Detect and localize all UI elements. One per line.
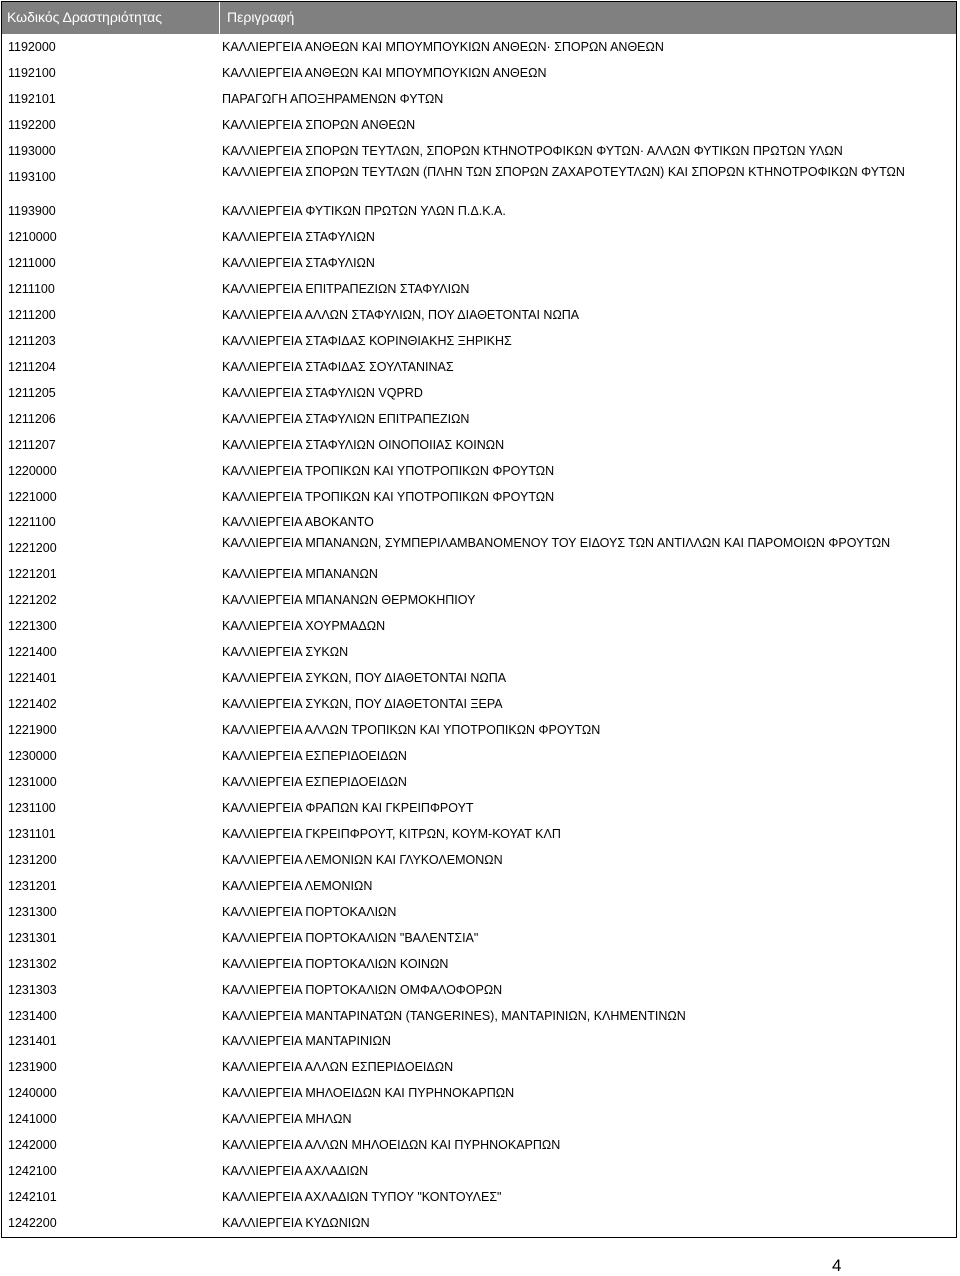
activity-code: 1242101 [8,1190,57,1205]
table-header [2,2,956,34]
activity-description: ΚΑΛΛΙΕΡΓΕΙΑ ΑΛΛΩΝ ΜΗΛΟΕΙΔΩΝ ΚΑΙ ΠΥΡΗΝΟΚΑΡΠΩΝ [222,1138,561,1153]
activity-description: ΚΑΛΛΙΕΡΓΕΙΑ ΣΤΑΦΙΔΑΣ ΚΟΡΙΝΘΙΑΚΗΣ ΞΗΡΙΚΗΣ [222,333,512,348]
activity-code: 1192200 [8,118,56,132]
activity-description: ΚΑΛΛΙΕΡΓΕΙΑ ΑΛΛΩΝ ΣΤΑΦΥΛΙΩΝ, ΠΟΥ ΔΙΑΘΕΤΟΝΤΑΙ ΝΩΠΑ [222,307,580,322]
activity-description: ΚΑΛΛΙΕΡΓΕΙΑ ΑΒΟΚΑΝΤΟ [222,515,374,530]
activity-description: ΚΑΛΛΙΕΡΓΕΙΑ ΜΑΝΤΑΡΙΝΙΩΝ [222,1034,391,1049]
activity-description: ΚΑΛΛΙΕΡΓΕΙΑ ΓΚΡΕΙΠΦΡΟΥΤ, ΚΙΤΡΩΝ, ΚΟΥΜ-ΚΟΥΑΤ ΚΛΠ [222,826,561,841]
activity-description: ΚΑΛΛΙΕΡΓΕΙΑ ΣΥΚΩΝ [222,645,349,660]
activity-description: ΚΑΛΛΙΕΡΓΕΙΑ ΣΤΑΦΥΛΙΩΝ ΟΙΝΟΠΟΙΙΑΣ ΚΟΙΝΩΝ [222,437,505,452]
activity-description: ΚΑΛΛΙΕΡΓΕΙΑ ΦΡΑΠΩΝ ΚΑΙ ΓΚΡΕΙΠΦΡΟΥΤ [222,800,474,815]
activity-description: ΚΑΛΛΙΕΡΓΕΙΑ ΚΥΔΩΝΙΩΝ [222,1216,370,1231]
activity-code: 1193900 [8,204,56,218]
activity-code: 1241000 [8,1112,57,1127]
activity-description: ΠΑΡΑΓΩΓΗ ΑΠΟΞΗΡΑΜΕΝΩΝ ΦΥΤΩΝ [222,92,444,106]
activity-description: ΚΑΛΛΙΕΡΓΕΙΑ ΣΠΟΡΩΝ ΤΕΥΤΛΩΝ, ΣΠΟΡΩΝ ΚΤΗΝΟΤΡΟΦΙΚΩΝ ΦΥΤΩΝ· ΑΛΛΩΝ ΦΥΤΙΚΩΝ ΠΡΩΤΩΝ ΥΛΩΝ [222,144,843,158]
activity-code: 1192100 [8,66,56,80]
activity-code: 1221201 [8,567,57,582]
activity-description: ΚΑΛΛΙΕΡΓΕΙΑ ΑΛΛΩΝ ΤΡΟΠΙΚΩΝ ΚΑΙ ΥΠΟΤΡΟΠΙΚΩΝ ΦΡΟΥΤΩΝ [222,723,601,738]
activity-description: ΚΑΛΛΙΕΡΓΕΙΑ ΣΤΑΦΥΛΙΩΝ [222,255,375,270]
activity-description: ΚΑΛΛΙΕΡΓΕΙΑ ΜΠΑΝΑΝΩΝ [222,567,378,582]
activity-code: 1231303 [8,982,57,997]
activity-description: ΚΑΛΛΙΕΡΓΕΙΑ ΠΟΡΤΟΚΑΛΙΩΝ ΟΜΦΑΛΟΦΟΡΩΝ [222,982,503,997]
activity-code: 1231301 [8,930,57,945]
activity-code: 1221900 [8,723,57,738]
activity-code: 1211207 [8,437,56,452]
activity-code: 1211100 [8,281,55,296]
activity-code: 1231400 [8,1008,57,1023]
header-separator [219,2,220,34]
activity-description: ΚΑΛΛΙΕΡΓΕΙΑ ΜΗΛΟΕΙΔΩΝ ΚΑΙ ΠΥΡΗΝΟΚΑΡΠΩΝ [222,1086,515,1101]
activity-code: 1221200 [8,541,57,556]
activity-description: ΚΑΛΛΙΕΡΓΕΙΑ ΤΡΟΠΙΚΩΝ ΚΑΙ ΥΠΟΤΡΟΠΙΚΩΝ ΦΡΟΥΤΩΝ [222,489,555,504]
activity-code: 1221401 [8,671,57,686]
activity-code: 1242000 [8,1138,57,1153]
activity-description: ΚΑΛΛΙΕΡΓΕΙΑ ΣΤΑΦΥΛΙΩΝ [222,230,375,244]
activity-description: ΚΑΛΛΙΕΡΓΕΙΑ ΕΣΠΕΡΙΔΟΕΙΔΩΝ [222,774,407,789]
activity-description: ΚΑΛΛΙΕΡΓΕΙΑ ΣΥΚΩΝ, ΠΟΥ ΔΙΑΘΕΤΟΝΤΑΙ ΞΕΡΑ [222,697,503,712]
activity-description: ΚΑΛΛΙΕΡΓΕΙΑ ΑΝΘΕΩΝ ΚΑΙ ΜΠΟΥΜΠΟΥΚΙΩΝ ΑΝΘΕΩΝ· ΣΠΟΡΩΝ ΑΝΘΕΩΝ [222,40,664,54]
activity-code: 1211204 [8,359,56,374]
activity-code: 1211203 [8,333,56,348]
activity-code: 1240000 [8,1086,57,1101]
activity-code: 1231302 [8,956,57,971]
activity-code: 1220000 [8,463,57,478]
activity-description: ΚΑΛΛΙΕΡΓΕΙΑ ΠΟΡΤΟΚΑΛΙΩΝ "ΒΑΛΕΝΤΣΙΑ" [222,930,479,945]
page-number: 4 [832,1256,842,1275]
header-code-label: Κωδικός Δραστηριότητας [7,9,162,25]
activity-description: ΚΑΛΛΙΕΡΓΕΙΑ ΜΑΝΤΑΡΙΝΑΤΩΝ (TANGERINES), ΜΑΝΤΑΡΙΝΙΩΝ, ΚΛΗΜΕΝΤΙΝΩΝ [222,1008,686,1023]
activity-description: ΚΑΛΛΙΕΡΓΕΙΑ ΕΠΙΤΡΑΠΕΖΙΩΝ ΣΤΑΦΥΛΙΩΝ [222,281,470,296]
activity-description: ΚΑΛΛΙΕΡΓΕΙΑ ΛΕΜΟΝΙΩΝ [222,878,373,893]
activity-code: 1221202 [8,593,57,608]
activity-code: 1211205 [8,385,56,400]
activity-description: ΚΑΛΛΙΕΡΓΕΙΑ ΕΣΠΕΡΙΔΟΕΙΔΩΝ [222,749,407,763]
activity-description: ΚΑΛΛΙΕΡΓΕΙΑ ΜΗΛΩΝ [222,1112,352,1127]
activity-code: 1193000 [8,144,56,158]
activity-code-table [1,1,957,1238]
activity-code: 1230000 [8,749,57,763]
activity-description: ΚΑΛΛΙΕΡΓΕΙΑ ΣΠΟΡΩΝ ΤΕΥΤΛΩΝ (ΠΛΗΝ ΤΩΝ ΣΠΟΡΩΝ ΖΑΧΑΡΟΤΕΥΤΛΩΝ) ΚΑΙ ΣΠΟΡΩΝ ΚΤΗΝΟΤΡΟΦΙΚΩΝ ΦΥΤΩΝ [222,165,905,179]
activity-description: ΚΑΛΛΙΕΡΓΕΙΑ ΣΥΚΩΝ, ΠΟΥ ΔΙΑΘΕΤΟΝΤΑΙ ΝΩΠΑ [222,671,507,686]
activity-code: 1231200 [8,852,57,867]
activity-code: 1211200 [8,307,56,322]
activity-code: 1211000 [8,255,56,270]
activity-code: 1231201 [8,878,57,893]
activity-code: 1231900 [8,1060,57,1075]
activity-code: 1242100 [8,1164,57,1179]
activity-code: 1231000 [8,774,57,789]
activity-code: 1192000 [8,40,56,54]
activity-code: 1231100 [8,800,56,815]
activity-code: 1221100 [8,515,56,530]
activity-code: 1193100 [8,170,56,184]
activity-description: ΚΑΛΛΙΕΡΓΕΙΑ ΜΠΑΝΑΝΩΝ, ΣΥΜΠΕΡΙΛΑΜΒΑΝΟΜΕΝΟΥ ΤΟΥ ΕΙΔΟΥΣ ΤΩΝ ΑΝΤΙΛΛΩΝ ΚΑΙ ΠΑΡΟΜΟΙΩΝ ΦΡΟΥΤΩΝ [222,536,891,551]
activity-description: ΚΑΛΛΙΕΡΓΕΙΑ ΧΟΥΡΜΑΔΩΝ [222,619,386,634]
activity-code: 1231300 [8,904,57,919]
activity-code: 1242200 [8,1216,57,1231]
activity-code: 1221402 [8,697,57,712]
activity-code: 1221000 [8,489,57,504]
activity-code: 1211206 [8,411,56,426]
header-description-label: Περιγραφή [227,9,295,25]
activity-description: ΚΑΛΛΙΕΡΓΕΙΑ ΣΤΑΦΥΛΙΩΝ VQPRD [222,385,423,400]
activity-description: ΚΑΛΛΙΕΡΓΕΙΑ ΑΧΛΑΔΙΩΝ ΤΥΠΟΥ "ΚΟΝΤΟΥΛΕΣ" [222,1190,502,1205]
activity-code: 1210000 [8,230,57,244]
activity-code: 1221300 [8,619,57,634]
activity-description: ΚΑΛΛΙΕΡΓΕΙΑ ΠΟΡΤΟΚΑΛΙΩΝ [222,904,397,919]
activity-description: ΚΑΛΛΙΕΡΓΕΙΑ ΑΝΘΕΩΝ ΚΑΙ ΜΠΟΥΜΠΟΥΚΙΩΝ ΑΝΘΕΩΝ [222,66,547,80]
activity-code: 1192101 [8,92,56,106]
activity-code: 1221400 [8,645,57,660]
activity-description: ΚΑΛΛΙΕΡΓΕΙΑ ΜΠΑΝΑΝΩΝ ΘΕΡΜΟΚΗΠΙΟΥ [222,593,476,608]
activity-description: ΚΑΛΛΙΕΡΓΕΙΑ ΣΤΑΦΥΛΙΩΝ ΕΠΙΤΡΑΠΕΖΙΩΝ [222,411,470,426]
activity-code: 1231401 [8,1034,57,1049]
activity-description: ΚΑΛΛΙΕΡΓΕΙΑ ΑΧΛΑΔΙΩΝ [222,1164,369,1179]
activity-description: ΚΑΛΛΙΕΡΓΕΙΑ ΑΛΛΩΝ ΕΣΠΕΡΙΔΟΕΙΔΩΝ [222,1060,454,1075]
activity-description: ΚΑΛΛΙΕΡΓΕΙΑ ΣΤΑΦΙΔΑΣ ΣΟΥΛΤΑΝΙΝΑΣ [222,359,454,374]
activity-description: ΚΑΛΛΙΕΡΓΕΙΑ ΦΥΤΙΚΩΝ ΠΡΩΤΩΝ ΥΛΩΝ Π.Δ.Κ.Α. [222,204,506,218]
activity-code: 1231101 [8,826,56,841]
activity-description: ΚΑΛΛΙΕΡΓΕΙΑ ΠΟΡΤΟΚΑΛΙΩΝ ΚΟΙΝΩΝ [222,956,449,971]
activity-description: ΚΑΛΛΙΕΡΓΕΙΑ ΤΡΟΠΙΚΩΝ ΚΑΙ ΥΠΟΤΡΟΠΙΚΩΝ ΦΡΟΥΤΩΝ [222,463,555,478]
activity-description: ΚΑΛΛΙΕΡΓΕΙΑ ΛΕΜΟΝΙΩΝ ΚΑΙ ΓΛΥΚΟΛΕΜΟΝΩΝ [222,852,503,867]
activity-description: ΚΑΛΛΙΕΡΓΕΙΑ ΣΠΟΡΩΝ ΑΝΘΕΩΝ [222,118,416,132]
